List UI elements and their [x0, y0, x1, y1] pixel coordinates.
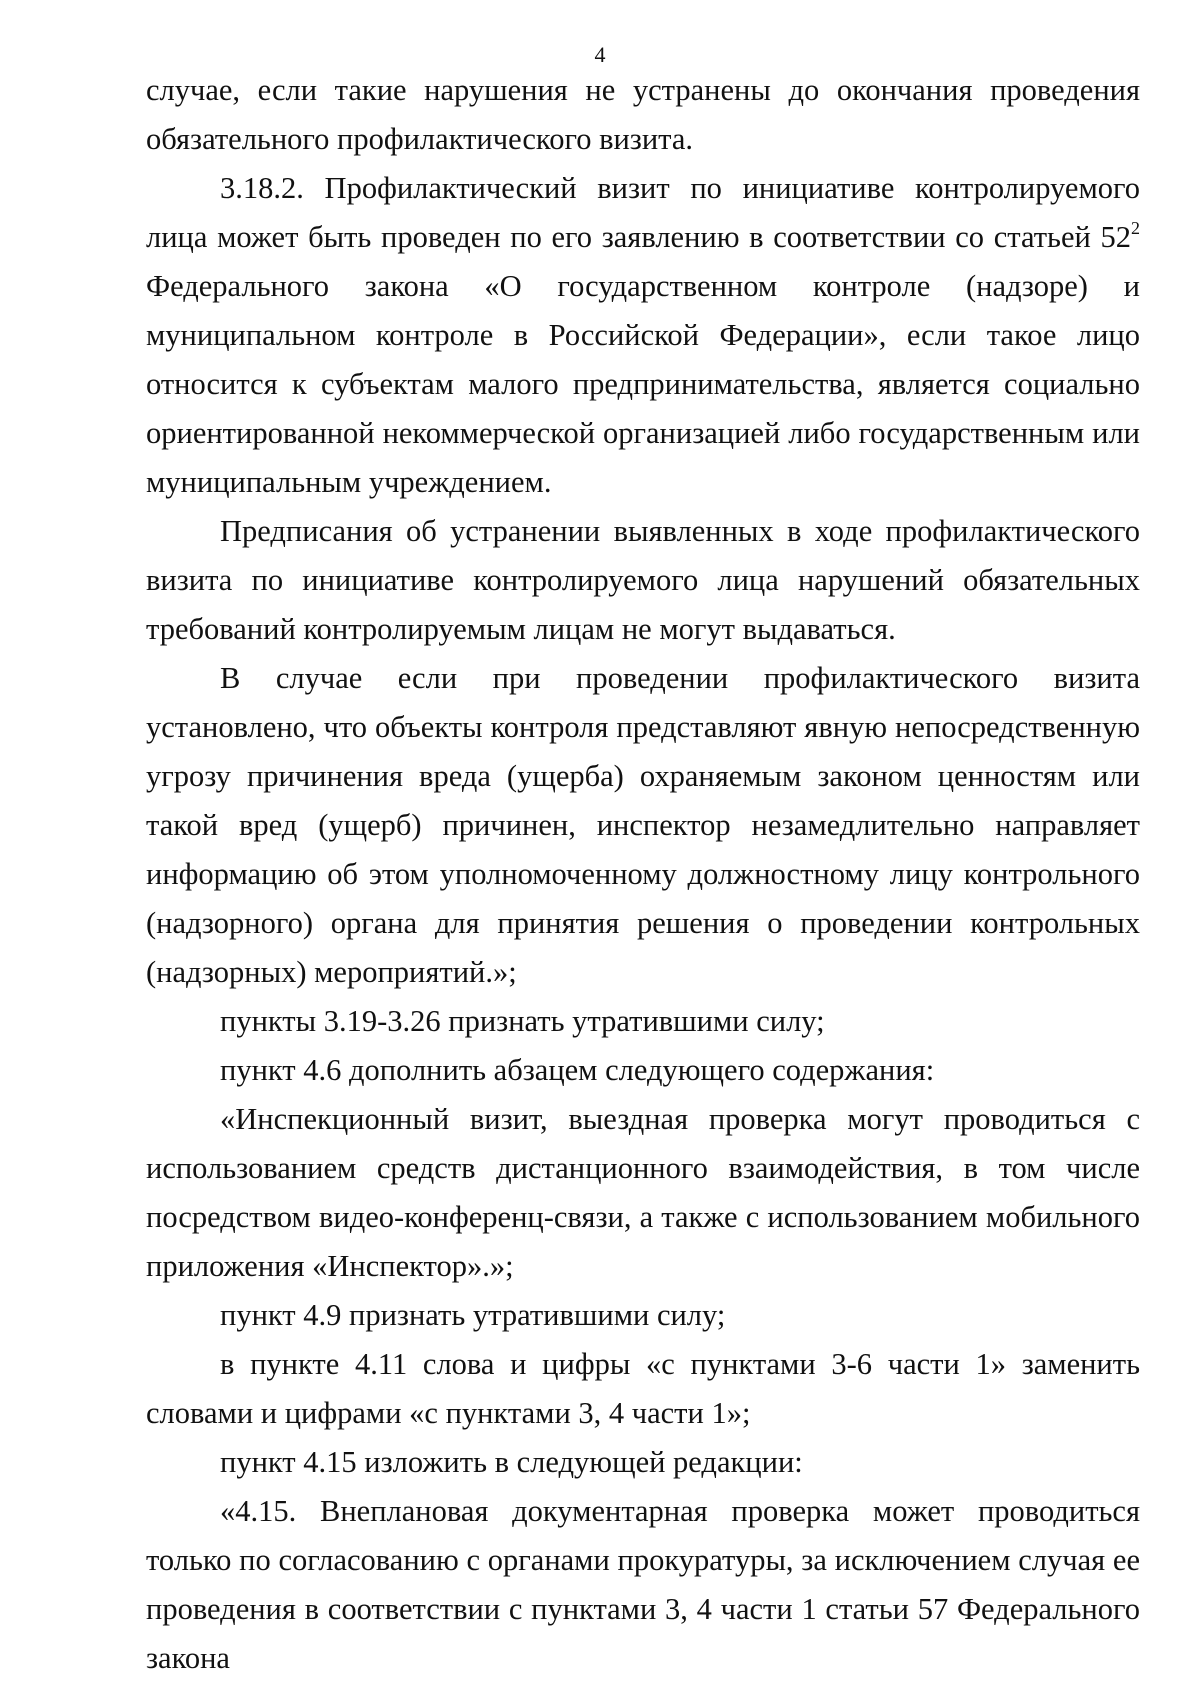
paragraph-threat-case: В случае если при проведении профилактического визита установлено, что объекты контроля представляют явную непосредственную угрозу причинения вреда (ущерба) охраняемым законом ценностям или такой вред (ущерб) причинен, инспектор незамедлительно направляет информацию об этом уполномоченному должностному лицу контрольного (надзорного) органа для принятия решения о проведении контрольных (надзорных) мероприятий.»;	[146, 661, 1140, 989]
page-number: 4	[594, 42, 606, 67]
paragraph-item-4-6: пункт 4.6 дополнить абзацем следующего содержания:	[220, 1053, 935, 1087]
paragraph-3-18-2	[146, 164, 1140, 507]
paragraph-item-4-11: в пункте 4.11 слова и цифры «с пунктами 3-6 части 1» заменить словами и цифрами «с пунктами 3, 4 части 1»;	[146, 1347, 1140, 1430]
paragraph-item-4-9: пункт 4.9 признать утратившими силу;	[220, 1298, 726, 1332]
paragraph-items-3-19-3-26: пункты 3.19-3.26 признать утратившими силу;	[220, 1004, 825, 1038]
paragraph-inspection-visit: «Инспекционный визит, выездная проверка могут проводиться с использованием средств дистанционного взаимодействия, в том числе посредством видео-конференц-связи, а также с использованием мобильного приложения «Инспектор».»;	[146, 1102, 1140, 1283]
paragraph-3-18-2-text-end: Федерального закона «О государственном контроле (надзоре) и муниципальном контроле в Российской Федерации», если такое лицо относится к субъектам малого предпринимательства, является социально ориентированной некоммерческой организацией либо государственным или муниципальным учреждением.	[146, 269, 1140, 499]
paragraph-continuation: случае, если такие нарушения не устранены до окончания проведения обязательного профилактического визита.	[146, 73, 1140, 156]
paragraph-3-18-2-text-start: 3.18.2. Профилактический визит по инициативе контролируемого лица может быть проведен по его заявлению в соответствии со статьей 52	[146, 171, 1140, 254]
paragraph-prescriptions: Предписания об устранении выявленных в ходе профилактического визита по инициативе контролируемого лица нарушений обязательных требований контролируемым лицам не могут выдаваться.	[146, 514, 1140, 646]
superscript-article-number: 2	[1131, 218, 1140, 238]
paragraph-4-15-text: «4.15. Внеплановая документарная проверка может проводиться только по согласованию с органами прокуратуры, за исключением случая ее проведения в соответствии с пунктами 3, 4 части 1 статьи 57 Федерального закона	[146, 1494, 1140, 1675]
document-body	[146, 66, 1140, 1683]
paragraph-item-4-15: пункт 4.15 изложить в следующей редакции:	[220, 1445, 803, 1479]
